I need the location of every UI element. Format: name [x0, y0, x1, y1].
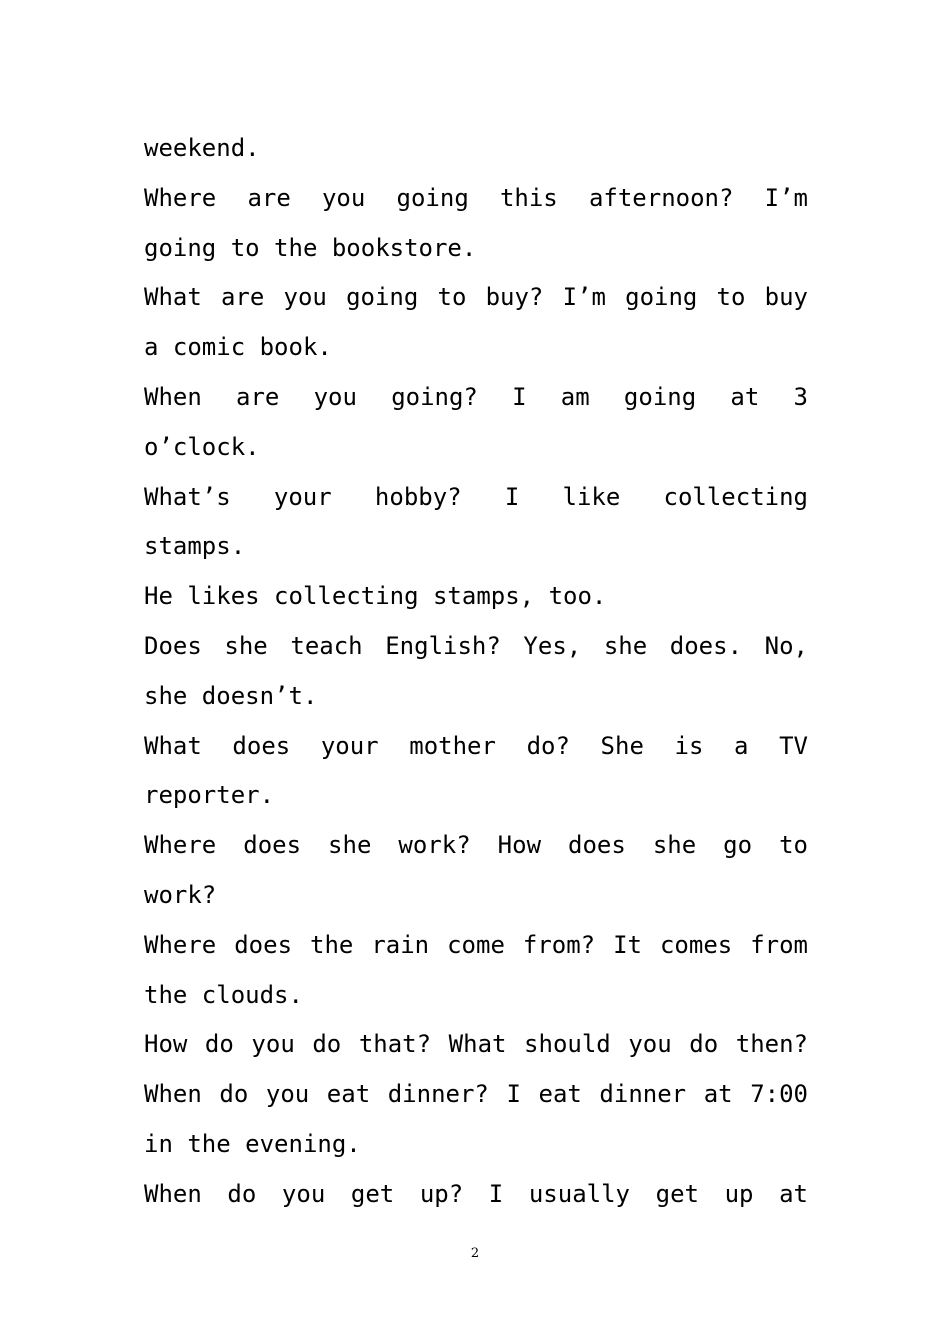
text-line: What’s your hobby? I like collecting: [144, 482, 808, 511]
text-line: reporter.: [144, 781, 275, 810]
text-line: in the evening.: [144, 1129, 361, 1158]
text-line: When do you get up? I usually get up at: [144, 1179, 808, 1208]
text-line: How do you do that? What should you do then?: [144, 1030, 808, 1059]
text-line: o’clock.: [144, 432, 260, 461]
text-line: work?: [144, 880, 217, 909]
text-line: Where does the rain come from? It comes from: [144, 930, 808, 959]
text-line: Does she teach English? Yes, she does. No,: [144, 631, 808, 660]
text-line: weekend.: [144, 134, 260, 162]
text-line: a comic book.: [144, 333, 332, 362]
text-line: He likes collecting stamps, too.: [144, 582, 607, 611]
text-line: What does your mother do? She is a TV: [144, 731, 808, 760]
text-line: What are you going to buy? I’m going to buy: [144, 283, 808, 312]
text-line: going to the bookstore.: [144, 233, 477, 262]
text-line: the clouds.: [144, 980, 303, 1009]
text-line: Where are you going this afternoon? I’m: [144, 183, 808, 212]
text-line: Where does she work? How does she go to: [144, 831, 808, 860]
text-line: When are you going? I am going at 3: [144, 382, 808, 411]
text-line: stamps.: [144, 532, 246, 561]
body-text: [144, 124, 808, 1220]
text-line: she doesn’t.: [144, 681, 318, 710]
text-line: When do you eat dinner? I eat dinner at 7:00: [144, 1080, 808, 1109]
page-number: 2: [470, 1246, 480, 1261]
